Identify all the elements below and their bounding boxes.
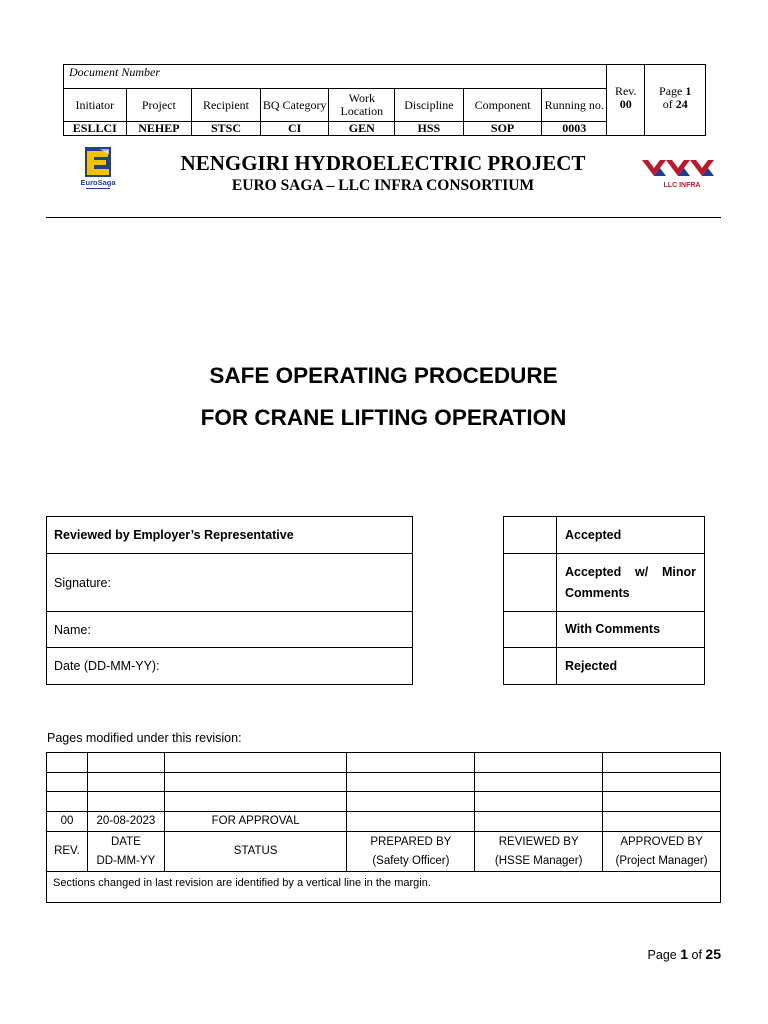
prepared-by-header: PREPARED BY (Safety Officer) [347, 832, 475, 872]
status-header: STATUS [164, 832, 347, 872]
review-status-table [503, 516, 705, 685]
page-cell [645, 65, 706, 136]
document-title-line2: FOR CRANE LIFTING OPERATION [200, 405, 567, 430]
status-accepted: Accepted [557, 517, 705, 554]
code-recipient: STSC [192, 121, 261, 135]
eurosaga-logo-text: EuroSaga [80, 178, 116, 187]
date-header: DATE DD-MM-YY [87, 832, 164, 872]
revision-note: Sections changed in last revision are identified by a vertical line in the margin. [47, 872, 721, 903]
status-checkbox-rejected[interactable] [504, 648, 557, 685]
rev-label: Rev. [614, 84, 637, 98]
table-row [47, 792, 721, 812]
page-of: of [662, 97, 673, 111]
col-discipline: Discipline [395, 89, 464, 121]
page-number: 1 [685, 84, 692, 98]
eurosaga-logo [78, 145, 118, 193]
rev-value: 00 [619, 97, 632, 111]
llc-infra-logo [640, 156, 718, 190]
code-component: SOP [463, 121, 542, 135]
status-checkbox-accepted[interactable] [504, 517, 557, 554]
document-number-label: Document Number [64, 65, 607, 89]
col-recipient: Recipient [192, 89, 261, 121]
code-project: NEHEP [126, 121, 192, 135]
rev-date: 20-08-2023 [87, 812, 164, 832]
page-total: 24 [675, 97, 688, 111]
signature-field[interactable]: Signature: [47, 554, 413, 612]
status-checkbox-minor-comments[interactable] [504, 554, 557, 612]
col-component: Component [463, 89, 542, 121]
footer-total-pages: 25 [705, 946, 721, 962]
page-prefix: Page [659, 84, 683, 98]
code-running-no: 0003 [542, 121, 607, 135]
status-accepted-minor-comments: Accepted w/ Minor Comments [557, 554, 705, 612]
footer-current-page: 1 [680, 946, 689, 962]
status-rejected: Rejected [557, 648, 705, 685]
status-checkbox-with-comments[interactable] [504, 612, 557, 648]
rev-header: REV. [47, 832, 88, 872]
revision-table [46, 752, 721, 903]
document-number-table [63, 64, 706, 136]
code-bq-category: CI [260, 121, 329, 135]
col-running-no: Running no. [542, 89, 607, 121]
table-row [47, 753, 721, 773]
rev-number: 00 [47, 812, 88, 832]
revision-header-row [47, 832, 721, 872]
col-bq-category: BQ Category [260, 89, 329, 121]
llc-infra-logo-text: LLC INFRA [663, 182, 701, 189]
approved-by-header: APPROVED BY (Project Manager) [603, 832, 721, 872]
col-work-location: Work Location [329, 89, 395, 121]
table-row [47, 812, 721, 832]
col-initiator: Initiator [64, 89, 127, 121]
document-title-line1: SAFE OPERATING PROCEDURE [209, 363, 558, 388]
table-row [47, 773, 721, 792]
rev-status: FOR APPROVAL [164, 812, 347, 832]
date-field[interactable]: Date (DD-MM-YY): [47, 648, 413, 685]
header-divider [46, 217, 721, 218]
col-project: Project [126, 89, 192, 121]
code-work-location: GEN [329, 121, 395, 135]
review-heading: Reviewed by Employer’s Representative [47, 517, 413, 554]
pages-modified-label: Pages modified under this revision: [47, 731, 242, 745]
code-discipline: HSS [395, 121, 464, 135]
status-with-comments: With Comments [557, 612, 705, 648]
page-footer: Page 1 of 25 [647, 946, 721, 962]
project-subtitle: EURO SAGA – LLC INFRA CONSORTIUM [231, 177, 535, 194]
reviewed-by-header: REVIEWED BY (HSSE Manager) [475, 832, 603, 872]
employer-review-table [46, 516, 413, 685]
rev-cell [607, 65, 645, 136]
code-initiator: ESLLCI [64, 121, 127, 135]
project-title: NENGGIRI HYDROELECTRIC PROJECT [180, 151, 586, 175]
name-field[interactable]: Name: [47, 612, 413, 648]
